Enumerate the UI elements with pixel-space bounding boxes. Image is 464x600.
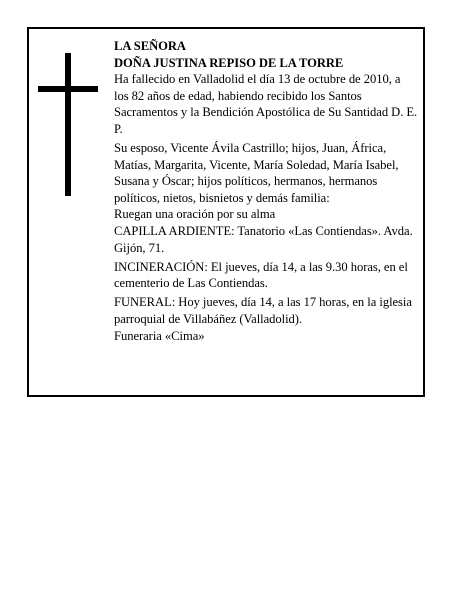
cremation-info: INCINERACIÓN: El jueves, día 14, a las 9.30 horas, en el cementerio de Las Contiendas. — [114, 259, 408, 291]
notice-heading: LA SEÑORA — [114, 39, 186, 53]
cross-horizontal-bar — [38, 86, 98, 92]
obituary-text — [114, 38, 418, 344]
chapel-info: CAPILLA ARDIENTE: Tanatorio «Las Contiendas». Avda. Gijón, 71. — [114, 224, 413, 255]
family-list: Su esposo, Vicente Ávila Castrillo; hijos, Juan, África, Matías, Margarita, Vicente, María Soledad, María Isabel, Susana y Óscar; hijos políticos, hermanos, hermanos políticos, nietos, bisnietos y demás familia: — [114, 141, 399, 205]
deceased-name: DOÑA JUSTINA REPISO DE LA TORRE — [114, 55, 344, 70]
cross-icon — [38, 53, 98, 196]
cross-vertical-bar — [65, 53, 71, 196]
funeral-home: Funeraria «Cima» — [114, 328, 205, 343]
prayer-request: Ruegan una oración por su alma — [114, 207, 276, 222]
death-announcement: Ha fallecido en Valladolid el día 13 de octubre de 2010, a los 82 años de edad, habiendo recibido los Santos Sacramentos y la Bendición Apostólica de Su Santidad D. E. P. — [114, 72, 418, 136]
funeral-info: FUNERAL: Hoy jueves, día 14, a las 17 horas, en la iglesia parroquial de Villabáñez (Valladolid). — [114, 295, 412, 326]
